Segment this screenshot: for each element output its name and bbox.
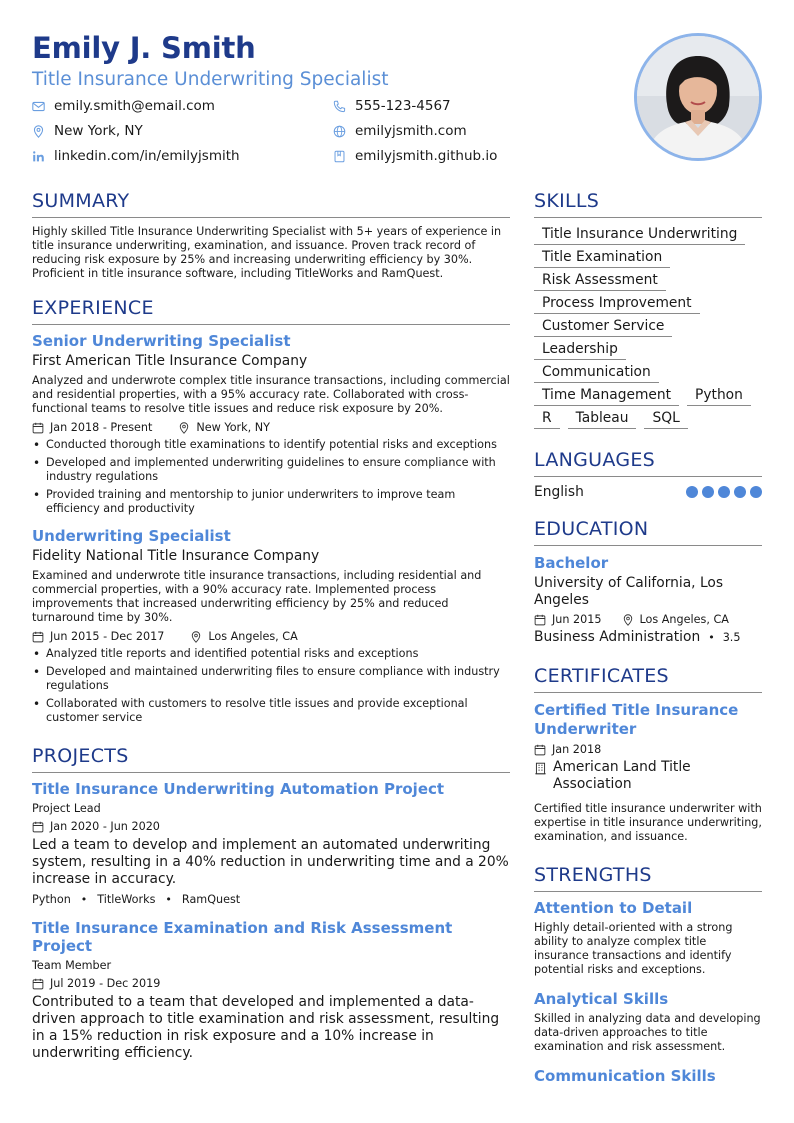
strength-item — [534, 990, 762, 1054]
education-field-row: Business Administration • 3.5 — [534, 629, 741, 645]
job-meta — [32, 421, 510, 434]
contact-location-text: New York, NY — [54, 123, 143, 139]
skill-tag: Title Insurance Underwriting — [534, 225, 745, 245]
job-dates: Jun 2015 - Dec 2017 — [50, 630, 165, 643]
contact-linkedin[interactable] — [32, 148, 240, 164]
language-row — [534, 484, 762, 500]
avatar-portrait-icon — [637, 36, 759, 158]
skill-tag: Tableau — [568, 409, 637, 429]
project-meta — [32, 977, 510, 990]
project-tag: TitleWorks — [97, 893, 156, 906]
language-name: English — [534, 484, 584, 500]
summary-text: Highly skilled Title Insurance Underwriting Specialist with 5+ years of experience in title insurance underwriting, examination, and issuance. Proven track record of reducing risk exposure by 25% and increasing underwriting efficiency by 30%. Proficient in title insurance software, including TitleWorks and RamQuest. — [32, 225, 502, 280]
strength-title: Communication Skills — [534, 1067, 716, 1085]
strength-title: Analytical Skills — [534, 990, 669, 1008]
skill-tag: R — [534, 409, 560, 429]
education-school: University of California, Los Angeles — [534, 575, 724, 608]
skill-tag: Leadership — [534, 340, 626, 360]
language-level-dot — [702, 486, 714, 498]
language-level-dot — [734, 486, 746, 498]
contact-phone-text: 555-123-4567 — [355, 98, 451, 114]
strength-description: Skilled in analyzing data and developing data-driven approaches to title examination and risk assessment. — [534, 1012, 761, 1053]
strength-item — [534, 899, 762, 977]
education-heading: EDUCATION — [534, 518, 762, 546]
project-tag: Python — [32, 893, 71, 906]
skills-heading: SKILLS — [534, 190, 762, 218]
strengths-heading: STRENGTHS — [534, 864, 762, 892]
education-field: Business Administration — [534, 629, 701, 645]
calendar-icon — [32, 978, 44, 990]
language-level-dot — [686, 486, 698, 498]
languages-heading: LANGUAGES — [534, 449, 762, 477]
globe-icon — [333, 125, 346, 138]
experience-item — [32, 332, 510, 516]
job-company: First American Title Insurance Company — [32, 353, 308, 369]
job-dates: Jan 2018 - Present — [50, 421, 153, 434]
project-dates: Jan 2020 - Jun 2020 — [50, 820, 160, 833]
certificate-date: Jan 2018 — [552, 743, 602, 756]
location-pin-icon — [32, 125, 45, 138]
project-title: Title Insurance Underwriting Automation Project — [32, 780, 445, 798]
certificate-issuer-row — [534, 759, 762, 793]
project-tags: Python • TitleWorks • RamQuest — [32, 893, 241, 906]
contact-email[interactable] — [32, 98, 215, 114]
strength-title: Attention to Detail — [534, 899, 693, 917]
skill-tag: Time Management — [534, 386, 679, 406]
summary-heading: SUMMARY — [32, 190, 510, 218]
profile-photo — [634, 33, 762, 161]
left-column — [32, 190, 510, 1062]
skill-tag: Risk Assessment — [534, 271, 666, 291]
contact-github[interactable] — [333, 148, 497, 164]
calendar-icon — [32, 821, 44, 833]
candidate-title: Title Insurance Underwriting Specialist — [32, 69, 389, 90]
job-role: Underwriting Specialist — [32, 527, 231, 545]
project-title: Title Insurance Examination and Risk Assessment Project — [32, 919, 453, 955]
job-description: Examined and underwrote title insurance transactions, including residential and commercial properties, with a 90% accuracy rate. Implemented process improvements that increased underwriting efficiency by 25% and reduced turnaround time by 30%. — [32, 569, 482, 624]
contact-phone[interactable] — [333, 98, 451, 114]
project-description: Contributed to a team that developed and implemented a data-driven approach to title examination and risk assessment, resulting in a 15% reduction in risk exposure and a 10% increase in underwriting efficiency. — [32, 994, 500, 1061]
job-role: Senior Underwriting Specialist — [32, 332, 291, 350]
linkedin-icon — [32, 150, 45, 163]
certificate-issuer: American Land Title Association — [553, 759, 691, 792]
location-pin-icon — [178, 422, 190, 434]
project-description: Led a team to develop and implement an automated underwriting system, resulting in a 40% reduction in underwriting time and a 20% increase in accuracy. — [32, 837, 509, 887]
certificate-description: Certified title insurance underwriter with expertise in title insurance underwriting, examination, and issuance. — [534, 802, 762, 843]
job-bullet: • Analyzed title reports and identified potential risks and exceptions — [32, 647, 510, 661]
contact-location — [32, 123, 143, 139]
job-bullet: • Developed and implemented underwriting guidelines to ensure compliance with industry regulations — [32, 456, 510, 484]
strength-item — [534, 1067, 762, 1085]
projects-heading: PROJECTS — [32, 745, 510, 773]
job-location: New York, NY — [196, 421, 270, 434]
job-bullet: • Provided training and mentorship to junior underwriters to improve team efficiency and productivity — [32, 488, 510, 516]
location-pin-icon — [190, 631, 202, 643]
language-level-dot — [750, 486, 762, 498]
education-meta — [534, 613, 762, 626]
calendar-icon — [32, 631, 44, 643]
contact-website-text: emilyjsmith.com — [355, 123, 467, 139]
certificate-meta — [534, 743, 762, 756]
project-role: Team Member — [32, 959, 112, 972]
calendar-icon — [534, 614, 546, 626]
job-meta — [32, 630, 510, 643]
contact-website[interactable] — [333, 123, 467, 139]
experience-item — [32, 527, 510, 725]
skill-tag: Python — [687, 386, 751, 406]
job-bullet: • Collaborated with customers to resolve title issues and provide exceptional customer service — [32, 697, 510, 725]
strength-description: Highly detail-oriented with a strong ability to analyze complex title insurance transactions and identify potential risks and exceptions. — [534, 921, 733, 976]
skill-tag: Process Improvement — [534, 294, 700, 314]
calendar-icon — [534, 744, 546, 756]
candidate-name: Emily J. Smith — [32, 31, 256, 65]
project-tag: RamQuest — [181, 893, 241, 906]
mail-icon — [32, 100, 45, 113]
job-company: Fidelity National Title Insurance Company — [32, 548, 320, 564]
skill-tag: SQL — [644, 409, 687, 429]
certificate-title: Certified Title Insurance Underwriter — [534, 701, 739, 738]
right-column — [534, 190, 762, 1085]
building-icon — [534, 762, 547, 775]
project-dates: Jul 2019 - Dec 2019 — [50, 977, 161, 990]
contact-github-text: emilyjsmith.github.io — [355, 148, 498, 164]
bookmark-page-icon — [333, 150, 346, 163]
skill-tag: Communication — [534, 363, 659, 383]
job-bullets — [32, 438, 510, 516]
job-bullet: • Developed and maintained underwriting files to ensure compliance with industry regulations — [32, 665, 510, 693]
skills-list — [534, 225, 762, 432]
education-degree: Bachelor — [534, 554, 609, 572]
contact-email-text: emily.smith@email.com — [54, 98, 215, 114]
education-location: Los Angeles, CA — [639, 613, 729, 626]
job-description: Analyzed and underwrote complex title insurance transactions, including commercial and residential properties, with a 95% accuracy rate. Collaborated with cross-functional teams to resolve title issues and reduce risk exposure by 20%. — [32, 374, 510, 415]
language-level-dot — [718, 486, 730, 498]
project-item — [32, 919, 510, 1062]
education-gpa: 3.5 — [722, 630, 741, 644]
education-date: Jun 2015 — [552, 613, 602, 626]
experience-heading: EXPERIENCE — [32, 297, 510, 325]
certificates-heading: CERTIFICATES — [534, 665, 762, 693]
project-role: Project Lead — [32, 802, 101, 815]
skill-tag: Customer Service — [534, 317, 672, 337]
job-location: Los Angeles, CA — [208, 630, 298, 643]
project-meta — [32, 820, 510, 833]
location-pin-icon — [622, 614, 634, 626]
phone-icon — [333, 100, 346, 113]
job-bullet: • Conducted thorough title examinations to identify potential risks and exceptions — [32, 438, 510, 452]
calendar-icon — [32, 422, 44, 434]
language-level-dots — [682, 486, 762, 498]
project-item — [32, 780, 510, 906]
contact-linkedin-text: linkedin.com/in/emilyjsmith — [54, 148, 240, 164]
skill-tag: Title Examination — [534, 248, 670, 268]
job-bullets — [32, 647, 510, 725]
